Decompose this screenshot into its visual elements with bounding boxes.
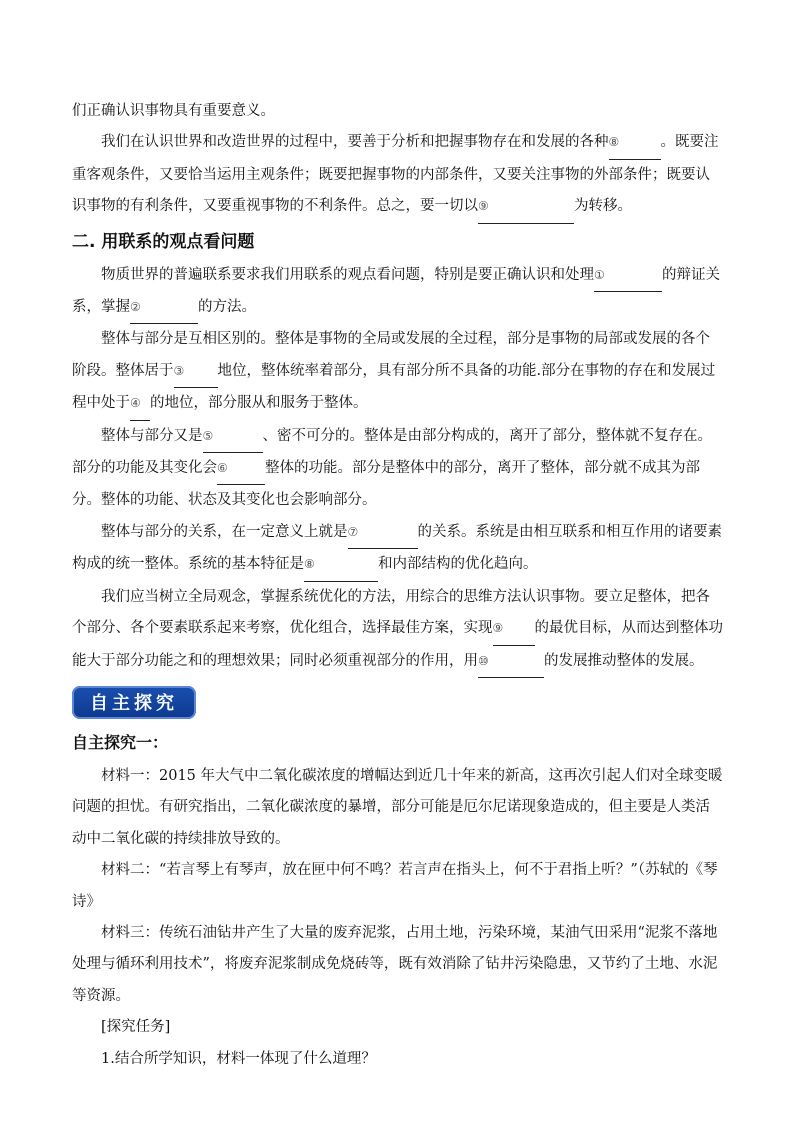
paragraph-whole-part-relation (72, 421, 724, 517)
blank-1[interactable] (594, 260, 662, 292)
document-page (72, 96, 724, 1075)
blank-number: ① (594, 267, 605, 282)
blank-number: ⑧ (304, 557, 315, 572)
blank-8-system[interactable] (304, 549, 378, 581)
paragraph-system-optimization (72, 582, 724, 678)
text-segment: 的最优目标，从而达到整体功能大于部分功能之和的理想效果；同时必须重视部分的作用，用 (72, 620, 723, 669)
blank-number: ⑧ (608, 135, 620, 150)
task-label: [探究任务] (101, 1019, 171, 1036)
material-three: 材料三：传统石油钻井产生了大量的废弃泥浆，占用土地，污染环境，某油气田采用“泥浆不落地处理与循环利用技术”，将废弃泥浆制成免烧砖等，既有效消除了钻井污染隐患，又节约了土地、水泥等资源。 (72, 924, 718, 1004)
blank-number: ⑨ (492, 621, 504, 636)
text-segment: 的发展推动整体的发展。 (544, 652, 704, 669)
text-segment: 地位，整体统率着部分，具有部分所不具备的功能.部分在事物的存在和发展过程中处于 (72, 362, 716, 412)
text-segment: 的地位，部分服从和服务于整体。 (150, 395, 368, 412)
blank-5[interactable] (203, 421, 263, 453)
text-segment: 整体与部分又是 (101, 427, 203, 444)
blank-number: ④ (130, 396, 141, 411)
text-segment: 整体与部分是互相区别的。整体是事物的全局或发展的全过程，部分是事物的局部或发展的各个阶段。整体居于 (72, 331, 710, 379)
blank-9-optimization[interactable] (493, 613, 535, 645)
blank-number: ⑩ (478, 653, 489, 668)
paragraph-whole-part-difference (72, 324, 724, 420)
blank-number: ③ (173, 363, 185, 378)
text-segment: 我们在认识世界和改造世界的过程中，要善于分析和把握事物存在和发展的各种 (101, 134, 609, 151)
material-two: 材料二：“若言琴上有琴声，放在匣中何不鸣？若言声在指头上，何不于君指上听？”（苏轼的《琴诗》 (72, 862, 718, 910)
self-explore-badge: 自主探究 (72, 686, 196, 719)
blank-number: ⑦ (347, 524, 359, 539)
text-segment: 整体与部分的关系，在一定意义上就是 (101, 523, 348, 540)
blank-10[interactable] (478, 646, 544, 678)
explore-one-title: 自主探究一： (72, 732, 169, 752)
blank-3[interactable] (174, 356, 218, 388)
blank-number: ⑥ (217, 461, 228, 476)
text-segment: 的辩证关系，掌握 (72, 266, 720, 316)
text-segment: 。既要注重客观条件，又要恰当运用主观条件；既要把握事物的内部条件，又要关注事物的外部条件；既要认识事物的有利条件，又要重视事物的不利条件。总之，要一切以 (72, 134, 719, 215)
paragraph-system (72, 517, 724, 582)
blank-4[interactable] (130, 388, 150, 420)
paragraph-connection (72, 260, 724, 325)
text-segment: 、密不可分的。整体是由部分构成的，离开了部分，整体就不复存在。部分的功能及其变化会 (72, 427, 712, 477)
question-one: 1.结合所学知识，材料一体现了什么道理？ (101, 1050, 376, 1067)
blank-7[interactable] (348, 517, 418, 549)
blank-number: ⑨ (478, 199, 489, 214)
blank-number: ② (130, 300, 141, 315)
text-segment: 物质世界的普遍联系要求我们用联系的观点看问题，特别是要正确认识和处理 (101, 266, 594, 283)
text-segment: 为转移。 (574, 198, 632, 215)
blank-8[interactable] (609, 127, 661, 159)
blank-9[interactable] (478, 191, 574, 223)
section-heading: 二. 用联系的观点看问题 (72, 231, 255, 252)
paragraph-continuation: 们正确认识事物具有重要意义。 (72, 103, 275, 119)
text-segment: 的关系。系统是由相互联系和相互作用的诸要素构成的统一整体。系统的基本特征是 (72, 523, 722, 573)
blank-6[interactable] (217, 453, 265, 485)
text-segment: 的方法。 (198, 299, 256, 316)
text-segment: 整体的功能。部分是整体中的部分，离开了整体，部分就不成其为部分。整体的功能、状态及其变化也会影响部分。 (72, 460, 700, 509)
blank-2[interactable] (130, 292, 198, 324)
text-segment: 我们应当树立全局观念，掌握系统优化的方法，用综合的思维方法认识事物。要立足整体，把各个部分、各个要素联系起来考察，优化组合，选择最佳方案，实现 (72, 588, 710, 637)
paragraph-conditions (72, 127, 724, 223)
blank-number: ⑤ (202, 428, 214, 443)
text-segment: 和内部结构的优化趋向。 (378, 556, 538, 573)
material-one: 材料一：2015 年大气中二氧化碳浓度的增幅达到近几十年来的新高，这再次引起人们对全球变暖问题的担忧。有研究指出，二氧化碳浓度的暴增，部分可能是厄尔尼诺现象造成的，但主要是人类活动中二氧化碳的持续排放导致的。 (72, 767, 723, 847)
